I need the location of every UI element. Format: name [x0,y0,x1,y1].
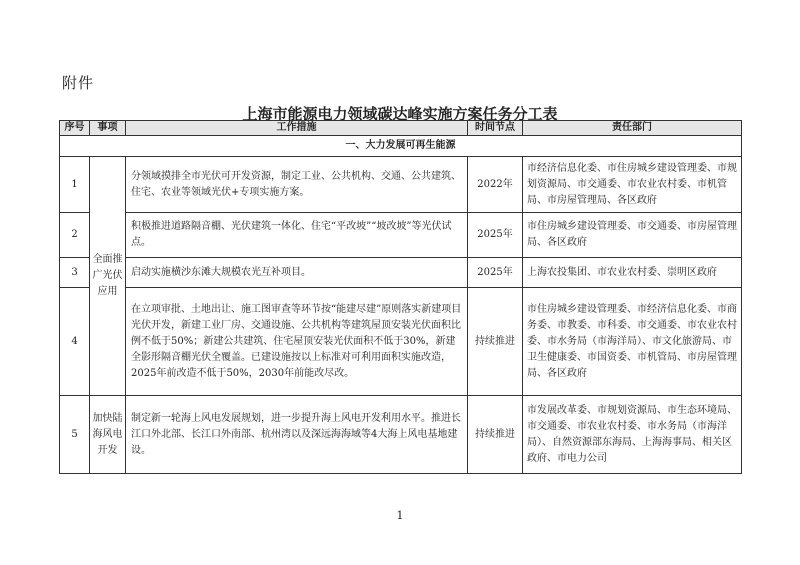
row-measure: 制定新一轮海上风电发展规划，进一步提升海上风电开发利用水平。推进长江口外北部、长江口外南部、杭州湾以及深远海海域等4大海上风电基地建设。 [126,396,468,474]
table-header-row [60,121,742,136]
row-dept: 市发展改革委、市规划资源局、市生态环境局、市交通委、市农业农村委、市水务局（市海洋局）、自然资源部东海局、上海海事局、相关区政府、市电力公司 [523,396,742,474]
row-dept: 市经济信息化委、市住房城乡建设管理委、市规划资源局、市交通委、市农业农村委、市机管局、市房屋管理局、各区政府 [523,157,742,213]
row-measure: 启动实施横沙东滩大规模农光互补项目。 [126,258,468,288]
item-group: 加快陆海风电开发 [90,396,126,474]
row-dept: 上海农投集团、市农业农村委、崇明区政府 [523,258,742,288]
row-time: 2022年 [468,157,523,213]
row-time: 2025年 [468,213,523,258]
row-no: 3 [60,258,90,288]
header-no: 序号 [60,121,90,136]
section-title: 一、大力发展可再生能源 [60,136,742,157]
header-measure: 工作措施 [126,121,468,136]
row-no: 4 [60,288,90,396]
section-row [60,136,742,157]
row-time: 2025年 [468,258,523,288]
header-time: 时间节点 [468,121,523,136]
table-row [60,157,742,213]
row-dept: 市住房城乡建设管理委、市经济信息化委、市商务委、市教委、市科委、市交通委、市农业农村委、市水务局（市海洋局）、市文化旅游局、市卫生健康委、市国资委、市机管局、市房屋管理局、各区政府 [523,288,742,396]
task-table [59,120,742,474]
row-no: 5 [60,396,90,474]
row-no: 2 [60,213,90,258]
row-measure: 积极推进道路隔音棚、光伏建筑一体化、住宅“平改坡”“坡改坡”等光伏试点。 [126,213,468,258]
table-row [60,396,742,474]
attachment-label: 附件 [62,74,95,92]
row-time: 持续推进 [468,396,523,474]
item-group: 全面推广光伏应用 [90,157,126,396]
header-dept: 责任部门 [523,121,742,136]
row-measure: 在立项审批、土地出让、施工图审查等环节按“能建尽建”原则落实新建项目光伏开发，新建工业厂房、交通设施、公共机构等建筑屋顶安装光伏面积比例不低于50%；新建公共建筑、住宅屋顶安装光伏面积不低于30%，新建全影形隔音棚光伏全覆盖。已建设施按以上标准对可利用面积实施改造，2025年前改造不低于50%，2030年前能改尽改。 [126,288,468,396]
table-row [60,213,742,258]
table-row [60,288,742,396]
header-item: 事项 [90,121,126,136]
row-dept: 市住房城乡建设管理委、市交通委、市房屋管理局、各区政府 [523,213,742,258]
table-row [60,258,742,288]
page-number: 1 [396,509,404,522]
row-no: 1 [60,157,90,213]
row-time: 持续推进 [468,288,523,396]
row-measure: 分领域摸排全市光伏可开发资源，制定工业、公共机构、交通、公共建筑、住宅、农业等领域光伏+专项实施方案。 [126,157,468,213]
document-title: 上海市能源电力领域碳达峰实施方案任务分工表 [242,105,558,123]
